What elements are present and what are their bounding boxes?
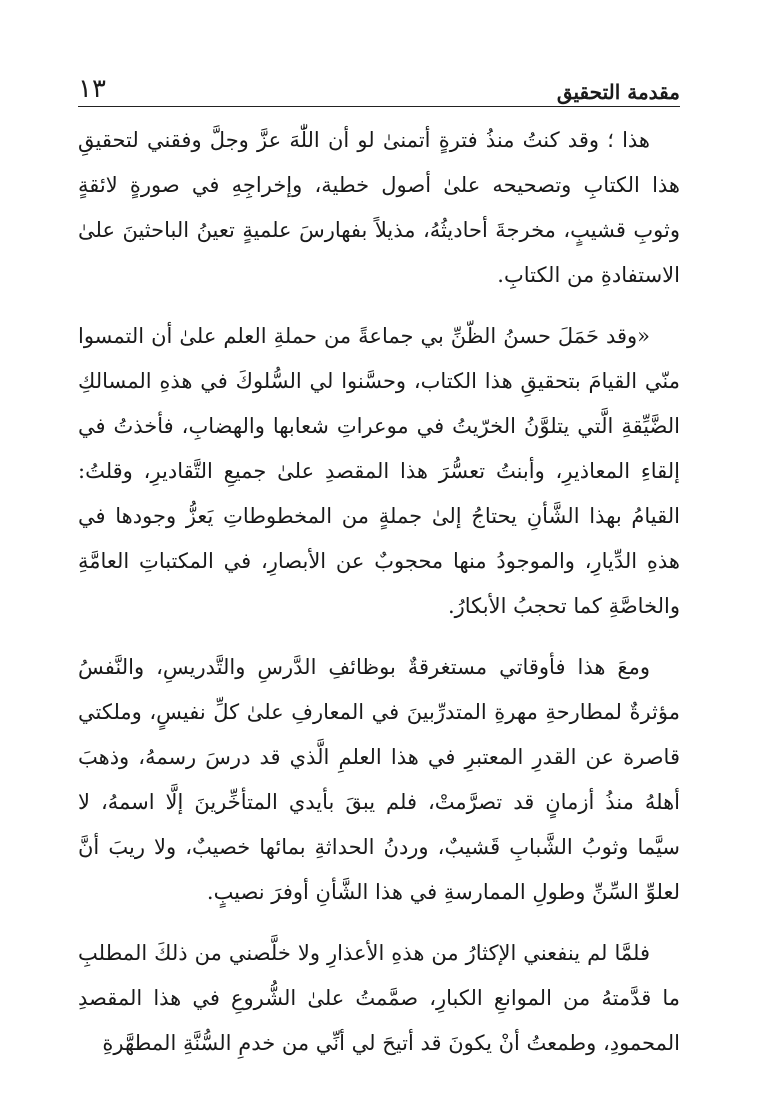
running-title: مقدمة التحقيق <box>556 80 680 104</box>
page-header <box>78 58 680 107</box>
paragraph: فلمَّا لم ينفعني الإكثارُ من هذهِ الأعذارِ ولا خلَّصني من ذلكَ المطلبِ ما قدَّمتهُ من الموانعِ الكبارِ، صمَّمتُ علىٰ الشُّروعِ في هذا المقصدِ المحمودِ، وطمعتُ أنْ يكونَ قد أتيحَ لي أنِّي من خدمِ السُّنَّةِ المطهَّرةِ <box>78 941 680 1055</box>
paragraph: ومعَ هذا فأوقاتي مستغرقةٌ بوظائفِ الدَّرسِ والتَّدريسِ، والنَّفسُ مؤثرةٌ لمطارحةِ مهرةِ المتدرِّبينَ في المعارفِ علىٰ كلِّ نفيسٍ، وملكتي قاصرة عن القدرِ المعتبرِ في هذا العلمِ الَّذي قد درسَ رسمهُ، وذهبَ أهلهُ منذُ أزمانٍ قد تصرَّمتْ، فلم يبقَ بأيدي المتأخِّرينَ إلَّا اسمهُ، لا سيَّما وثوبُ الشَّبابِ قَشيبٌ، وردنُ الحداثةِ بمائها خصيبٌ، ولا ريبَ أنَّ لعلوِّ السِّنِّ وطولِ الممارسةِ في هذا الشَّأنِ أوفرَ نصيبٍ. <box>78 655 680 904</box>
paragraph: هذا ؛ وقد كنتُ منذُ فترةٍ أتمنىٰ لو أن اللّٰهَ عزَّ وجلَّ وفقني لتحقيقِ هذا الكتابِ وتصحيحه علىٰ أصول خطية، وإخراجِهِ في صورةٍ لائقةٍ وثوبِ قشيبٍ، مخرجةَ أحاديثُهُ، مذيلاً بفهارسَ علميةٍ تعينُ الباحثينَ علىٰ الاستفادةِ من الكتابِ. <box>78 128 680 287</box>
paragraph: «وقد حَمَلَ حسنُ الظّنِّ بي جماعةً من حملةِ العلم علىٰ أن التمسوا منّي القيامَ بتحقيقِ هذا الكتاب، وحسَّنوا لي السُّلوكَ في هذهِ المسالكِ الضَّيِّقةِ الَّتي يتلوَّنُ الخرّيتُ في موعراتِ شعابها والهضابِ، فأخذتُ في إلقاءِ المعاذيرِ، وأبنتُ تعسُّرَ هذا المقصدِ علىٰ جميعِ التَّقاديرِ، وقلتُ: القيامُ بهذا الشَّأنِ يحتاجُ إلىٰ جملةٍ من المخطوطاتِ يَعزُّ وجودها في هذهِ الدِّيارِ، والموجودُ منها محجوبٌ عن الأبصارِ، في المكتباتِ العامَّةِ والخاصَّةِ كما تحجبُ الأبكارُ. <box>78 324 680 618</box>
page-body <box>78 118 680 1082</box>
page-number: ١٣ <box>78 74 106 104</box>
